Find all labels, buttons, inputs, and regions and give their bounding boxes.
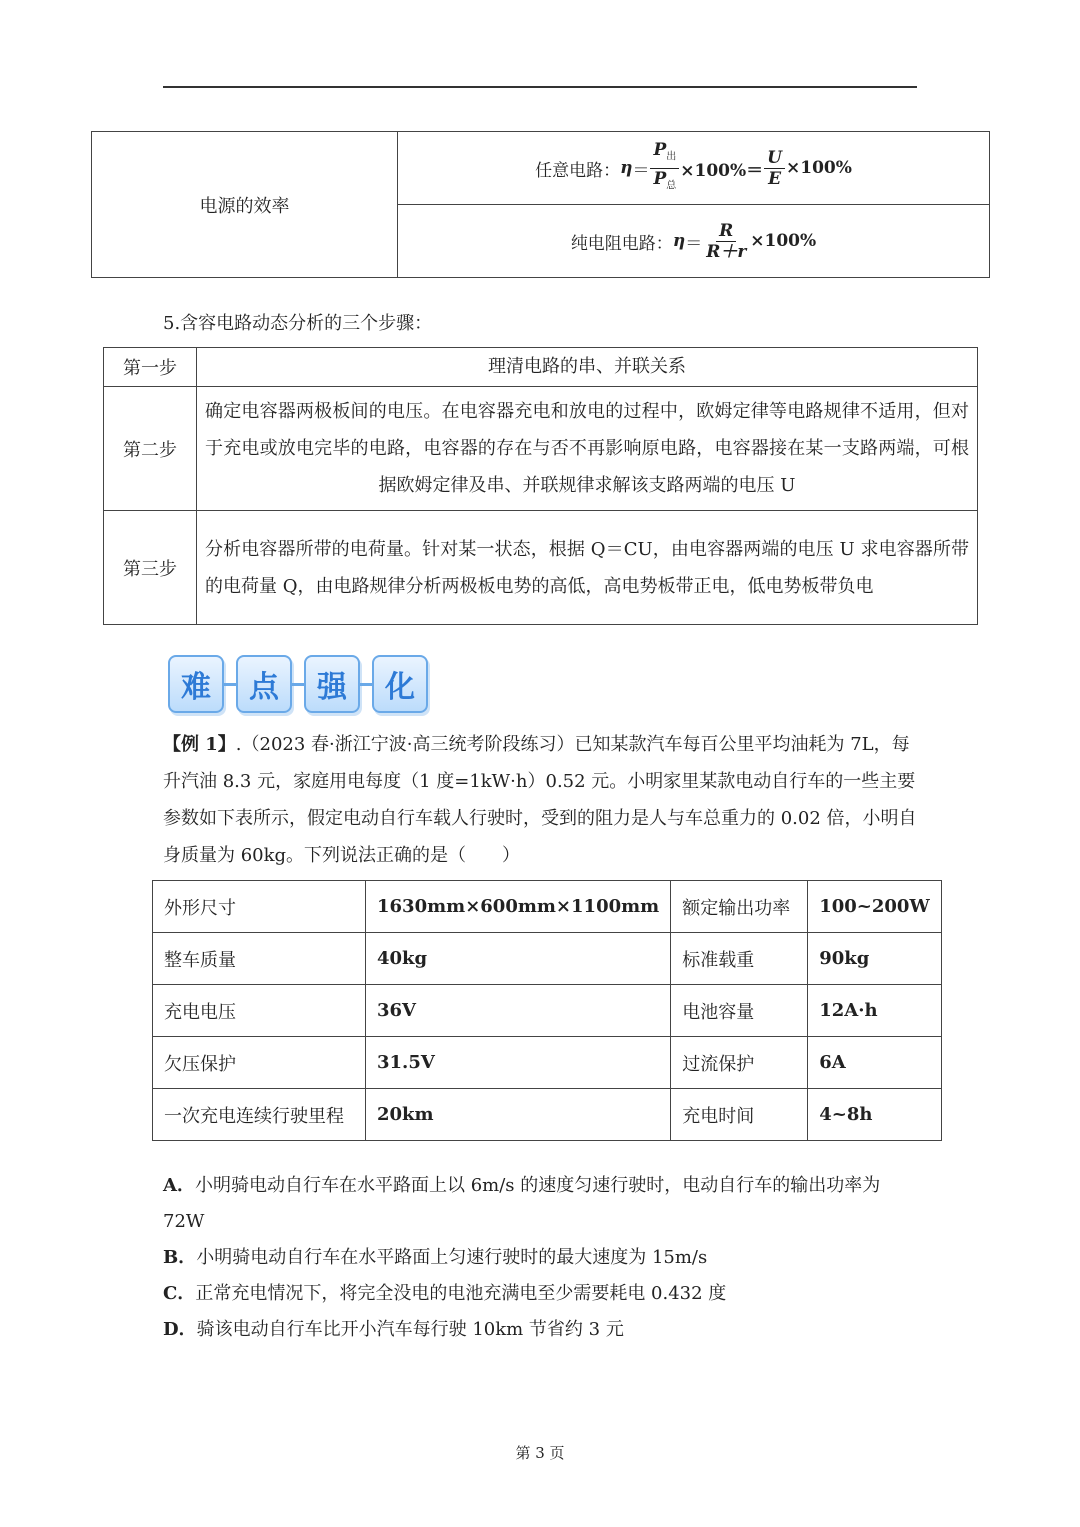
efficiency-table: [91, 131, 990, 278]
eta-symbol-2: η: [672, 231, 686, 251]
p-total-sub: 总: [666, 179, 677, 191]
param-value: 4~8h: [808, 1089, 941, 1141]
fraction-power: [650, 140, 679, 196]
banner-char: 点: [236, 655, 292, 713]
option-letter: C．: [163, 1283, 196, 1304]
banner-char: 难: [168, 655, 224, 713]
p-total: P: [653, 168, 667, 189]
option-text: 骑该电动自行车比开小汽车每行驶 10km 节省约 3 元: [196, 1319, 624, 1340]
param-value: 20km: [366, 1089, 671, 1141]
param-value: 31.5V: [366, 1037, 671, 1089]
section-5-heading: 5.含容电路动态分析的三个步骤：: [163, 313, 433, 334]
fraction-voltage: [764, 148, 785, 189]
emf-e: E: [768, 168, 782, 189]
param-name: 充电时间: [671, 1089, 808, 1141]
resistance-sum: R＋r: [706, 241, 747, 262]
voltage-u: U: [764, 148, 785, 169]
step-label: 第二步: [104, 387, 197, 511]
step-text: 确定电容器两极板间的电压。在电容器充电和放电的过程中，欧姆定律等电路规律不适用，但对于充电或放电完毕的电路，电容器的存在与否不再影响原电路，电容器接在某一支路两端，可根据欧姆定律及串、并联规律求解该支路两端的电压 U: [197, 387, 978, 511]
resistance-r: R: [716, 221, 736, 242]
table-row: [153, 933, 942, 985]
times-100-b: ×100%: [786, 158, 852, 178]
fraction-resistance: [703, 221, 749, 262]
option-letter: A．: [163, 1175, 195, 1196]
param-name: 充电电压: [153, 985, 366, 1037]
option-text: 小明骑电动自行车在水平路面上匀速行驶时的最大速度为 15m/s: [196, 1247, 708, 1268]
param-name: 一次充电连续行驶里程: [153, 1089, 366, 1141]
option-text: 正常充电情况下，将完全没电的电池充满电至少需要耗电 0.432 度: [195, 1283, 727, 1304]
banner-char: 化: [372, 655, 428, 713]
param-value: 1630mm×600mm×1100mm: [366, 881, 671, 933]
table-row: [153, 1089, 942, 1141]
answer-options: [163, 1168, 923, 1348]
formula-resistive-prefix: 纯电阻电路：: [570, 233, 673, 254]
step-text: 理清电路的串、并联关系: [197, 348, 978, 387]
header-rule: [163, 86, 917, 88]
param-name: 外形尺寸: [153, 881, 366, 933]
param-name: 整车质量: [153, 933, 366, 985]
option-d[interactable]: [163, 1312, 923, 1348]
option-letter: B．: [163, 1247, 197, 1268]
formula-resistive: [398, 205, 990, 278]
example-text: .（2023 春·浙江宁波·高三统考阶段练习）已知某款汽车每百公里平均油耗为 7L，每升汽油 8.3 元，家庭用电每度（1 度=1kW·h）0.52 元。小明家里某款电动自行车的一些主要参数如下表所示，假定电动自行车载人行驶时，受到的阻力是人与车总重力的 0.02 倍，小明自身质量为 60kg。下列说法正确的是（ ）: [163, 734, 917, 866]
param-name: 标准载重: [671, 933, 808, 985]
param-name: 额定输出功率: [671, 881, 808, 933]
option-a[interactable]: [163, 1168, 923, 1240]
table-row: [153, 1037, 942, 1089]
page-number: 第 3 页: [515, 1444, 565, 1462]
param-name: 欠压保护: [153, 1037, 366, 1089]
efficiency-label: 电源的效率: [92, 132, 398, 278]
ebike-params-table: [152, 880, 942, 1141]
example-tag: 【例 1】: [163, 734, 236, 755]
eta-symbol: η: [620, 158, 633, 178]
banner-char: 强: [304, 655, 360, 713]
equals-sign: ＝: [632, 160, 650, 181]
step-text: 分析电容器所带的电荷量。针对某一状态，根据 Q＝CU，由电容器两端的电压 U 求电容器所带的电荷量 Q，由电路规律分析两极板电势的高低，高电势板带正电，低电势板带负电: [197, 511, 978, 625]
formula-general-prefix: 任意电路：: [535, 160, 621, 181]
key-points-banner: [168, 655, 428, 713]
param-value: 36V: [366, 985, 671, 1037]
times-100-c: ×100%: [750, 231, 817, 251]
param-value: 90kg: [808, 933, 941, 985]
option-c[interactable]: [163, 1276, 923, 1312]
param-value: 12A·h: [808, 985, 941, 1037]
p-out: P: [653, 140, 667, 161]
times-100-a: ×100%＝: [680, 160, 764, 181]
step-label: 第三步: [104, 511, 197, 625]
table-row: [153, 985, 942, 1037]
param-name: 过流保护: [671, 1037, 808, 1089]
example-1-question: [163, 726, 923, 874]
table-row: [153, 881, 942, 933]
capacitor-steps-table: [103, 347, 978, 625]
step-label: 第一步: [104, 348, 197, 387]
param-value: 40kg: [366, 933, 671, 985]
p-out-sub: 出: [666, 151, 677, 163]
option-b[interactable]: [163, 1240, 923, 1276]
equals-sign-2: ＝: [685, 233, 703, 254]
option-letter: D．: [163, 1319, 197, 1340]
param-name: 电池容量: [671, 985, 808, 1037]
param-value: 100~200W: [808, 881, 941, 933]
option-text: 小明骑电动自行车在水平路面上以 6m/s 的速度匀速行驶时，电动自行车的输出功率为 72W: [163, 1175, 881, 1232]
param-value: 6A: [808, 1037, 941, 1089]
formula-general: [398, 132, 990, 205]
